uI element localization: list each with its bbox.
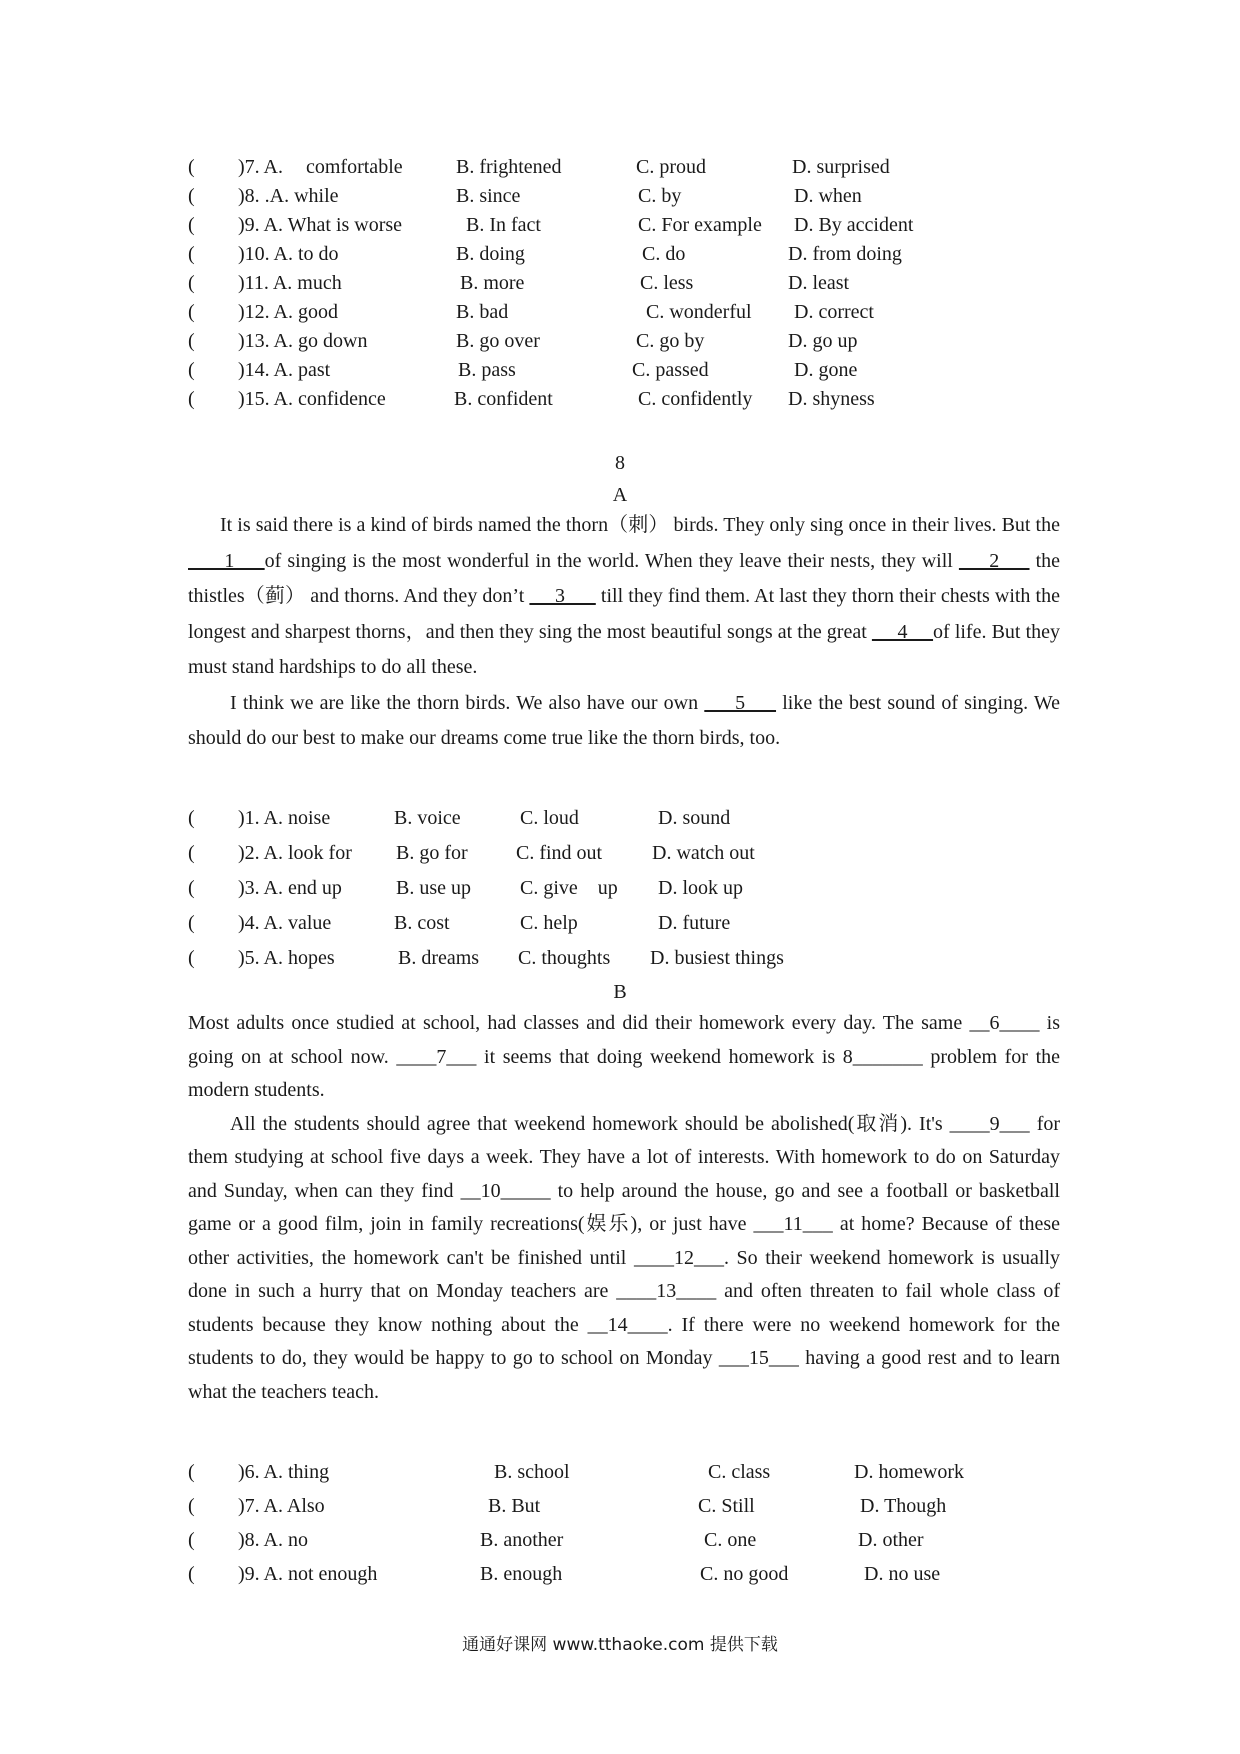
option-c: C. one	[704, 1529, 757, 1551]
option-row	[188, 873, 1068, 903]
blank-13[interactable]: ____13____	[616, 1280, 717, 1302]
answer-paren[interactable]: (	[188, 1563, 195, 1585]
section-number: 8	[615, 452, 625, 474]
option-b: B. more	[460, 272, 525, 294]
answer-paren[interactable]: (	[188, 1495, 195, 1517]
option-b: B. enough	[480, 1563, 563, 1585]
answer-paren[interactable]: (	[188, 359, 195, 381]
option-row	[188, 181, 1068, 211]
blank-9[interactable]: ____9___	[949, 1112, 1030, 1135]
option-b: B. cost	[394, 912, 450, 934]
option-row	[188, 1525, 1068, 1555]
passage-text: of life. But they must stand hardships to do all these.	[188, 620, 1061, 678]
answer-paren[interactable]: (	[188, 1461, 195, 1483]
option-d: D. Though	[860, 1495, 947, 1517]
option-c: C. For example	[638, 214, 762, 236]
passage-text: till they find them. At last they thorn their chests with the longest and sharpest thorns，and then they sing the most beautiful songs at the great	[188, 585, 1060, 643]
option-c: C. help	[520, 912, 578, 934]
question-number: )11. A. much	[238, 272, 342, 294]
blank-12[interactable]: ____12___	[633, 1246, 724, 1269]
option-c: C. do	[642, 243, 686, 265]
question-number: )8. A. no	[238, 1529, 308, 1551]
passage-text: for them studying at school five days a week. They have a lot of interests. With homework to do on Saturday and Sunday, when can they find	[188, 1112, 1061, 1202]
option-row	[188, 239, 1068, 269]
passage-b-paragraph-2	[188, 1108, 1060, 1410]
passage-text: . If there were no weekend homework for the students to do, they would be happy to go to school on Monday	[188, 1313, 1060, 1369]
question-number: )10. A. to do	[238, 243, 339, 265]
answer-paren[interactable]: (	[188, 388, 195, 410]
question-number: )15. A. confidence	[238, 388, 386, 410]
blank-14[interactable]: __14____	[587, 1313, 668, 1336]
option-row	[188, 355, 1068, 385]
option-a: comfortable	[306, 156, 403, 178]
answer-paren[interactable]: (	[188, 807, 195, 829]
blank-4[interactable]: 4	[871, 620, 934, 643]
section-b-heading: B	[613, 981, 627, 1003]
option-d: D. no use	[864, 1563, 941, 1585]
question-number: )9. A. not enough	[238, 1563, 378, 1585]
question-number: )1. A. noise	[238, 807, 331, 829]
option-row	[188, 943, 1068, 973]
passage-text: having a good rest and to learn what the teachers teach.	[188, 1347, 1061, 1403]
blank-6[interactable]: __6____	[969, 1012, 1040, 1034]
answer-paren[interactable]: (	[188, 877, 195, 899]
answer-paren[interactable]: (	[188, 185, 195, 207]
option-row	[188, 268, 1068, 298]
option-row	[188, 803, 1068, 833]
answer-paren[interactable]: (	[188, 330, 195, 352]
blank-2[interactable]: 2	[958, 549, 1030, 572]
option-row	[188, 908, 1068, 938]
option-b: B. dreams	[398, 947, 480, 969]
question-number: )5. A. hopes	[238, 947, 335, 969]
option-d: D. sound	[658, 807, 731, 829]
option-c: C. proud	[636, 156, 706, 178]
page-footer: 通通好课网 www.tthaoke.com 提供下载	[462, 1635, 778, 1655]
answer-paren[interactable]: (	[188, 1529, 195, 1551]
question-number: )13. A. go down	[238, 330, 368, 352]
option-d: D. from doing	[788, 243, 902, 265]
passage-text: I think we are like the thorn birds. We also have our own	[230, 691, 699, 714]
blank-11[interactable]: ___11___	[753, 1213, 833, 1235]
passage-text: Most adults once studied at school, had classes and did their homework every day. The same	[188, 1012, 963, 1034]
option-c: C. no good	[700, 1563, 789, 1585]
option-c: C. passed	[632, 359, 709, 381]
answer-paren[interactable]: (	[188, 272, 195, 294]
passage-text: the thistles（蓟） and thorns. And they don’t	[188, 549, 1061, 607]
passage-a-paragraph-2	[188, 686, 1060, 757]
question-number: )7. A.	[238, 156, 283, 178]
option-d: D. busiest things	[650, 947, 784, 969]
option-d: D. other	[858, 1529, 924, 1551]
option-c: C. Still	[698, 1495, 755, 1517]
option-row	[188, 384, 1068, 414]
passage-text: to help around the house, go and see a football or basketball game or a good film, join in family recreations(娱乐), or just have	[188, 1179, 1060, 1235]
passage-a	[188, 508, 1060, 757]
passage-text: like the best sound of singing. We should do our best to make our dreams come true like the thorn birds, too.	[188, 691, 1061, 749]
blank-7[interactable]: ____7___	[396, 1045, 477, 1068]
question-number: )9. A. What is worse	[238, 214, 403, 236]
option-row	[188, 1457, 1068, 1487]
blank-1[interactable]: 1	[188, 549, 265, 572]
answer-paren[interactable]: (	[188, 156, 195, 178]
passage-text: and often threaten to fail whole class of students because they know nothing about the	[188, 1280, 1061, 1336]
option-d: D. watch out	[652, 842, 755, 864]
option-c: C. class	[708, 1461, 771, 1483]
question-number: )2. A. look for	[238, 842, 352, 864]
option-b: B. go for	[396, 842, 468, 864]
option-row	[188, 210, 1068, 240]
answer-paren[interactable]: (	[188, 301, 195, 323]
option-d: D. gone	[794, 359, 858, 381]
option-c: C. go by	[636, 330, 705, 352]
passage-b	[188, 1007, 1060, 1409]
option-d: D. when	[794, 185, 862, 207]
answer-paren[interactable]: (	[188, 214, 195, 236]
option-d: D. surprised	[792, 156, 890, 178]
option-b: B. use up	[396, 877, 471, 899]
question-number: )14. A. past	[238, 359, 331, 381]
passage-text: problem for the modern students.	[188, 1045, 1060, 1101]
option-b: B. since	[456, 185, 521, 207]
option-b: B. another	[480, 1529, 564, 1551]
passage-text: of singing is the most wonderful in the world. When they leave their nests, they will	[264, 549, 953, 572]
option-row	[188, 326, 1068, 356]
option-row	[188, 1491, 1068, 1521]
option-b: B. pass	[458, 359, 516, 381]
option-c: C. confidently	[638, 388, 753, 410]
option-d: D. homework	[854, 1461, 964, 1483]
option-c: C. wonderful	[646, 301, 752, 323]
option-b: B. But	[488, 1495, 541, 1517]
passage-text: is going on at school now.	[188, 1012, 1060, 1068]
option-row	[188, 297, 1068, 327]
question-number: )7. A. Also	[238, 1495, 325, 1517]
option-d: D. correct	[794, 301, 874, 323]
option-row	[188, 838, 1068, 868]
option-b: B. voice	[394, 807, 461, 829]
option-b: B. bad	[456, 301, 509, 323]
option-c: C. find out	[516, 842, 603, 864]
option-d: D. future	[658, 912, 731, 934]
passage-text: All the students should agree that weekend homework should be abolished(取消). It's	[230, 1112, 943, 1135]
question-number: )4. A. value	[238, 912, 332, 934]
question-number: )6. A. thing	[238, 1461, 330, 1483]
option-d: D. By accident	[794, 214, 914, 236]
option-d: D. shyness	[788, 388, 875, 410]
option-row	[188, 1559, 1068, 1589]
option-c: C. loud	[520, 807, 579, 829]
option-c: C. by	[638, 185, 682, 207]
option-b: B. go over	[456, 330, 540, 352]
blank-15[interactable]: ___15___	[718, 1347, 799, 1369]
passage-text: it seems that doing weekend homework is	[484, 1045, 836, 1068]
option-d: D. go up	[788, 330, 858, 352]
answer-paren[interactable]: (	[188, 842, 195, 864]
option-c: C. less	[640, 272, 694, 294]
passage-text: . So their weekend homework is usually done in such a hurry that on Monday teachers are	[188, 1246, 1061, 1302]
section-a-heading: A	[612, 484, 628, 506]
answer-paren[interactable]: (	[188, 912, 195, 934]
question-number: )3. A. end up	[238, 877, 342, 899]
option-b: B. doing	[456, 243, 525, 265]
question-number: )8. .A. while	[238, 185, 339, 207]
option-b: B. confident	[454, 388, 553, 410]
answer-paren[interactable]: (	[188, 243, 195, 265]
answer-paren[interactable]: (	[188, 947, 195, 969]
passage-text: It is said there is a kind of birds named the thorn（刺） birds. They only sing once in their lives. But the	[220, 514, 1060, 536]
blank-3[interactable]: 3	[529, 585, 596, 607]
blank-8[interactable]: 8_______	[842, 1045, 923, 1068]
question-number: )12. A. good	[238, 301, 338, 323]
option-c: C. thoughts	[518, 947, 611, 969]
option-b: B. school	[494, 1461, 570, 1483]
passage-b-paragraph-1	[188, 1007, 1060, 1108]
option-d: D. least	[788, 272, 850, 294]
option-b: B. In fact	[466, 214, 541, 236]
option-row	[188, 152, 1068, 182]
option-c: C. give up	[520, 877, 618, 899]
passage-text: at home? Because of these other activities, the homework can't be finished until	[188, 1213, 1060, 1269]
blank-10[interactable]: __10_____	[460, 1179, 551, 1202]
blank-5[interactable]: 5	[704, 691, 777, 714]
option-d: D. look up	[658, 877, 743, 899]
option-b: B. frightened	[456, 156, 562, 178]
passage-a-paragraph-1	[188, 508, 1060, 686]
